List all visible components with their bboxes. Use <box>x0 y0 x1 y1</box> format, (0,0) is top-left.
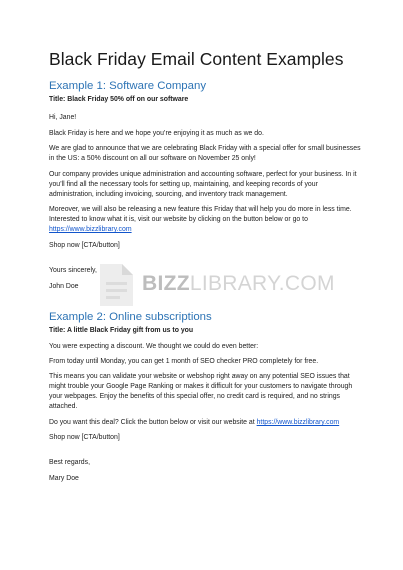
example1-heading: Example 1: Software Company <box>49 80 207 92</box>
example1-paragraph-4-line-1: Moreover, we will also be releasing a new feature this Friday that will help you do more in less time. <box>49 206 352 213</box>
bizzlibrary-watermark <box>98 262 335 308</box>
example1-cta: Shop now [CTA/button] <box>49 242 120 249</box>
example1-paragraph-2-line-2: in the US: a 50% discount on all our software on November 25 only! <box>49 155 256 162</box>
example1-paragraph-2-line-1: We are glad to announce that we are celebrating Black Friday with a special offer for small businesses <box>49 145 361 152</box>
example2-heading: Example 2: Online subscriptions <box>49 311 212 323</box>
example1-closing: Yours sincerely, <box>49 267 97 274</box>
watermark-brand-rest: LIBRARY.COM <box>189 272 335 295</box>
document-logo-icon <box>98 262 135 308</box>
watermark-brand <box>142 272 335 296</box>
example1-paragraph-4-line-2: Interested to know what it is, visit our website by clicking on the button below or go to <box>49 216 308 223</box>
example1-paragraph-3-line-2: you’ll find all the necessary tools for setting up, maintaining, and keeping records of your <box>49 181 318 188</box>
example1-website-link[interactable]: https://www.bizzlibrary.com <box>49 226 132 233</box>
example2-cta: Shop now [CTA/button] <box>49 434 120 441</box>
example2-paragraph-1: You were expecting a discount. We thought we could do even better: <box>49 343 259 350</box>
example2-paragraph-3-line-2: might trouble your Google Page Ranking or makes it difficult for your customers to navigate through <box>49 383 353 390</box>
example2-paragraph-4 <box>49 418 369 428</box>
example2-paragraph-3-line-1: This means you can validate your website or webshop right away on any potential SEO issues that <box>49 373 350 380</box>
example2-closing: Best regards, <box>49 459 90 466</box>
example2-paragraph-3-line-3: your webpages. Enjoy the benefits of this special offer, no credit card is required, and no strings <box>49 393 340 400</box>
example2-website-link[interactable]: https://www.bizzlibrary.com <box>256 419 340 426</box>
example1-subject: Title: Black Friday 50% off on our software <box>49 96 189 103</box>
example2-signature: Mary Doe <box>49 475 79 482</box>
example1-signature: John Doe <box>49 283 79 290</box>
example1-greeting: Hi, Jane! <box>49 114 77 121</box>
example1-paragraph-3-line-1: Our company provides unique administration and accounting software, perfect for your business. In it <box>49 171 357 178</box>
example2-subject: Title: A little Black Friday gift from us to you <box>49 327 194 334</box>
example2-paragraph-4-text: Do you want this deal? Click the button below or visit our website at <box>49 419 257 426</box>
document-title: Black Friday Email Content Examples <box>49 49 344 69</box>
example2-paragraph-2: From today until Monday, you can get 1 month of SEO checker PRO completely for free. <box>49 358 319 365</box>
watermark-brand-strong: BIZZ <box>142 272 190 295</box>
example2-paragraph-3-line-4: attached. <box>49 403 78 410</box>
example1-link-line <box>49 225 369 235</box>
example1-paragraph-1: Black Friday is here and we hope you’re enjoying it as much as we do. <box>49 130 264 137</box>
example1-paragraph-3-line-3: administration, including invoicing, sourcing, and inventory track management. <box>49 191 288 198</box>
